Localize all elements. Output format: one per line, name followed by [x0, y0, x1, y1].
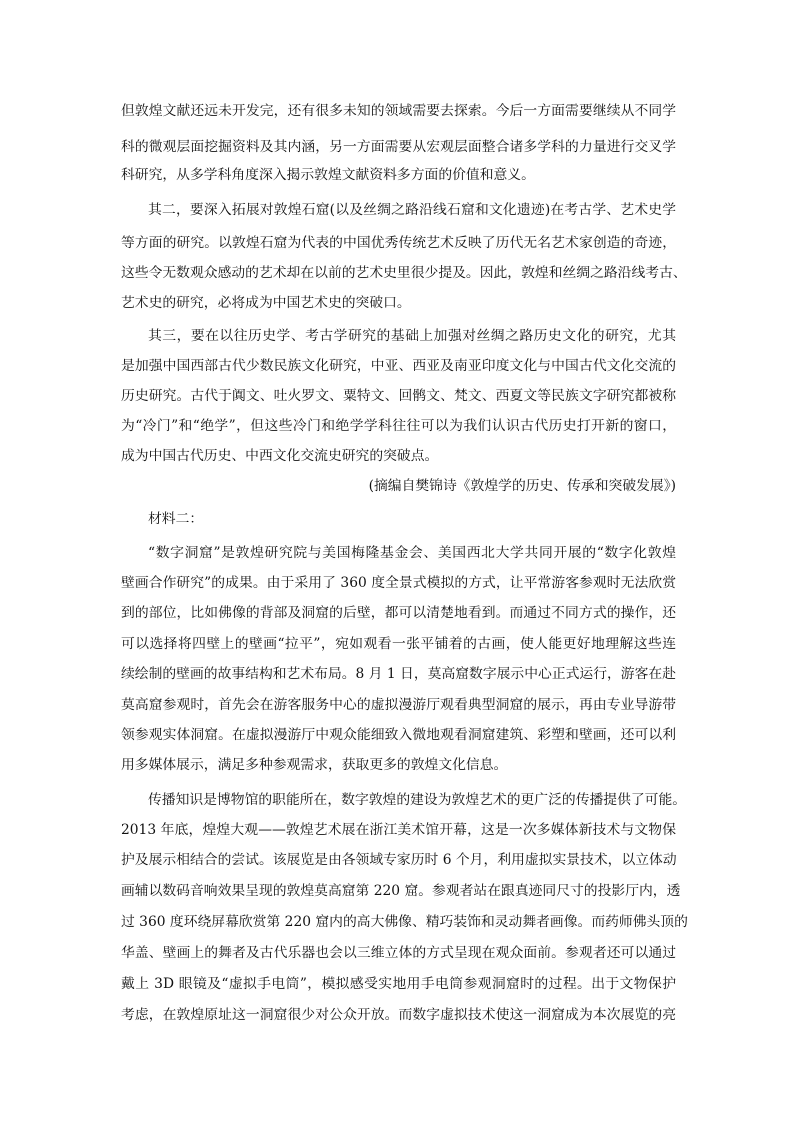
- paragraph-first-line: 其三，要在以往历史学、考古学研究的基础上加强对丝绸之路历史文化的研究，尤其: [148, 328, 676, 344]
- text-line: 科研究，从多学科角度深入揭示敦煌文献资料多方面的价值和意义。: [121, 167, 535, 183]
- source-citation: (摘编自樊锦诗《敦煌学的历史、传承和突破发展》): [368, 478, 676, 494]
- text-line: 但敦煌文献还远未开发完，还有很多未知的领域需要去探索。今后一方面需要继续从不同学: [121, 103, 676, 119]
- section-heading: 材料二：: [148, 511, 204, 527]
- paragraph-first-line: 传播知识是博物馆的职能所在，数字敦煌的建设为敦煌艺术的更广泛的传播提供了可能。: [148, 792, 687, 808]
- paragraph-first-line: 其二，要深入拓展对敦煌石窟(以及丝绸之路沿线石窟和文化遗迹)在考古学、艺术史学: [148, 202, 676, 218]
- paragraph-first-line: “数字洞窟”是敦煌研究院与美国梅隆基金会、美国西北大学共同开展的“数字化敦煌: [148, 545, 676, 561]
- text-line: 戴上 3D 眼镜及“虚拟手电筒”，模拟感受实地用手电筒参观洞窟时的过程。出于文物保护: [121, 976, 676, 992]
- text-line: 莫高窟参观时，首先会在游客服务中心的虚拟漫游厅观看典型洞窟的展示，再由专业导游带: [121, 697, 676, 713]
- text-line: 考虑，在敦煌原址这一洞窟很少对公众开放。而数字虚拟技术使这一洞窟成为本次展览的亮: [121, 1007, 676, 1023]
- text-line: 续绘制的壁画的故事结构和艺术布局。8 月 1 日，莫高窟数字展示中心正式运行，游客在赴: [121, 666, 676, 682]
- text-line: 成为中国古代历史、中西文化交流史研究的突破点。: [121, 448, 439, 464]
- text-line: 历史研究。古代于阗文、吐火罗文、粟特文、回鹘文、梵文、西夏文等民族文字研究都被称: [121, 388, 676, 404]
- text-line: 领参观实体洞窟。在虚拟漫游厅中观众能细致入微地观看洞窟建筑、彩塑和壁画，还可以利: [121, 727, 676, 743]
- text-line: 这些令无数观众感动的艺术却在以前的艺术史里很少提及。因此，敦煌和丝绸之路沿线考古、: [121, 265, 687, 281]
- text-line: 过 360 度环绕屏幕欣赏第 220 窟内的高大佛像、精巧装饰和灵动舞者画像。而药师佛头顶的: [121, 914, 688, 930]
- text-line: 是加强中国西部古代少数民族文化研究，中亚、西亚及南亚印度文化与中国古代文化交流的: [121, 358, 676, 374]
- text-line: 可以选择将四壁上的壁画“拉平”，宛如观看一张平铺着的古画，使人能更好地理解这些连: [121, 636, 676, 652]
- text-line: 到的部位，比如佛像的背部及洞窟的后壁，都可以清楚地看到。而通过不同方式的操作，还: [121, 605, 676, 621]
- text-line: 为“冷门”和“绝学”，但这些冷门和绝学学科往往可以为我们认识古代历史打开新的窗口，: [121, 418, 676, 434]
- text-line: 护及展示相结合的尝试。该展览是由各领域专家历时 6 个月，利用虚拟实景技术，以立体动: [121, 852, 677, 868]
- text-line: 等方面的研究。以敦煌石窟为代表的中国优秀传统艺术反映了历代无名艺术家创造的奇迹，: [121, 235, 676, 251]
- text-line: 2013 年底，煌煌大观——敦煌艺术展在浙江美术馆开幕，这是一次多媒体新技术与文物保: [121, 822, 676, 838]
- text-line: 科的微观层面挖掘资料及其内涵，另一方面需要从宏观层面整合诸多学科的力量进行交叉学: [121, 139, 676, 155]
- text-line: 用多媒体展示，满足多种参观需求，获取更多的敦煌文化信息。: [121, 757, 508, 773]
- text-line: 艺术史的研究，必将成为中国艺术史的突破口。: [121, 295, 411, 311]
- text-line: 画辅以数码音响效果呈现的敦煌莫高窟第 220 窟。参观者站在跟真迹同尺寸的投影厅内，透: [121, 883, 681, 899]
- text-line: 华盖、壁画上的舞者及古代乐器也会以三维立体的方式呈现在观众面前。参观者还可以通过: [121, 945, 676, 961]
- text-line: 壁画合作研究”的成果。由于采用了 360 度全景式模拟的方式，让平常游客参观时无法欣赏: [121, 575, 676, 591]
